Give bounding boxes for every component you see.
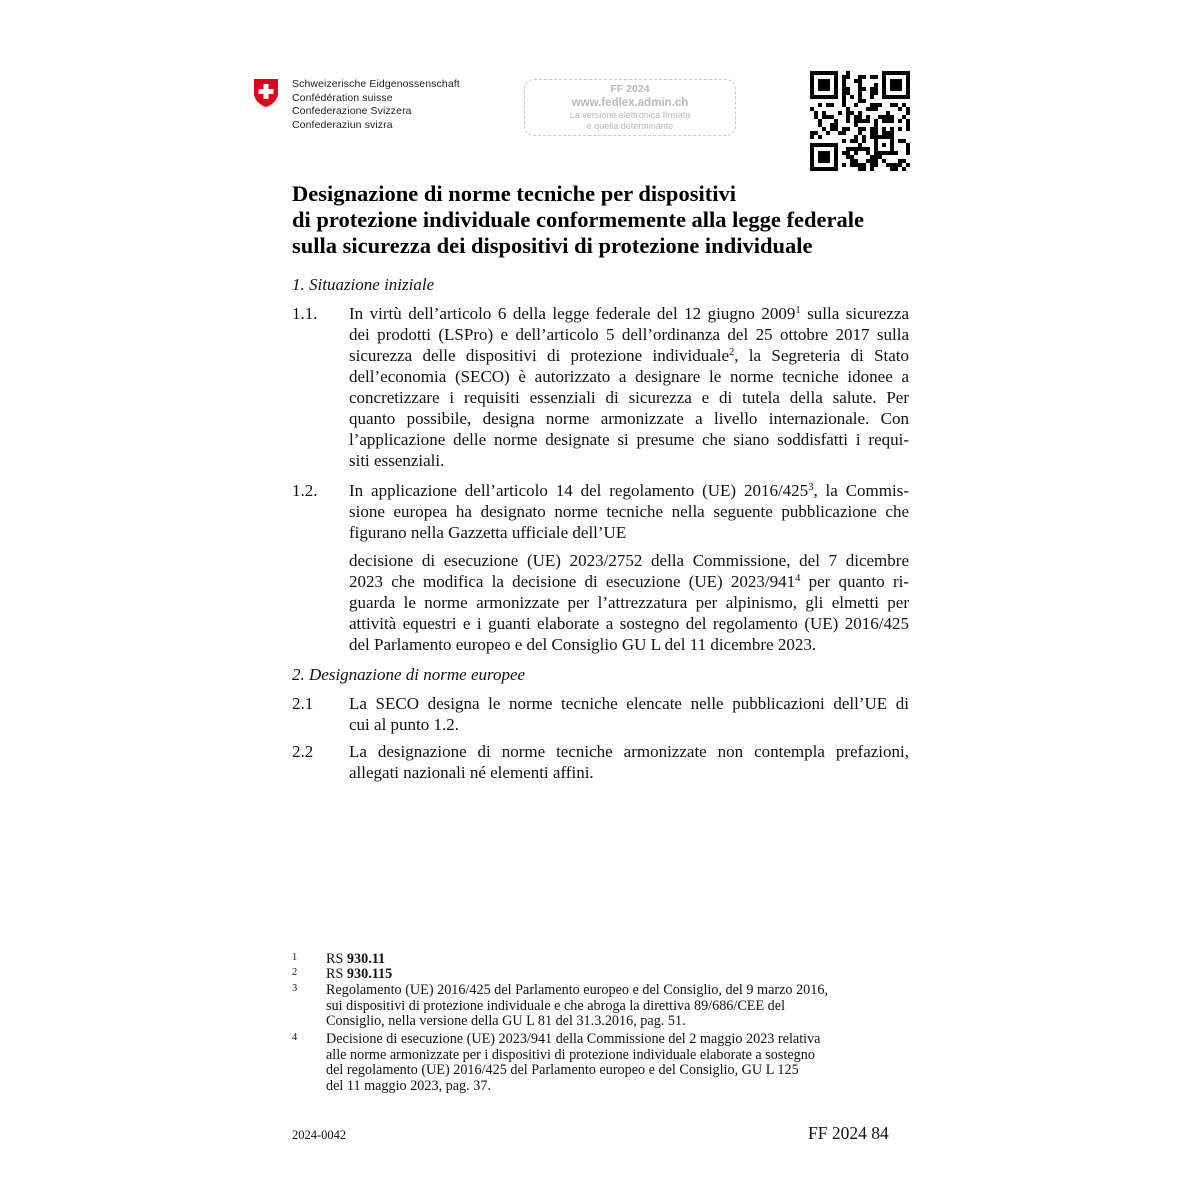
text-line: sione europea ha designato norme tecniche nella seguente pubblicazione che bbox=[349, 502, 909, 521]
text-line: 2023 che modifica la decisione di esecuzione (UE) $2023/941^4$ per quanto ri- bbox=[349, 572, 909, 591]
text-line: In virtù dell’articolo 6 della legge federale del 12 giugno 2009$^1$ sulla sicurezza bbox=[349, 304, 909, 323]
stamp-note-1: La versione elettronica firmata bbox=[569, 110, 691, 120]
text-line: quanto possibile, designa norme armonizzate a livello internazionale. Con bbox=[349, 409, 909, 428]
swiss-cross-icon bbox=[253, 78, 279, 108]
text-line: concretizzare i requisiti essenziali di sicurezza e di tutela della salute. Per bbox=[349, 388, 909, 407]
text-line: In applicazione dell’articolo 14 del regolamento (UE) $2016/425^3$, la Commis- bbox=[349, 481, 909, 500]
paragraph-2-1 bbox=[349, 693, 909, 735]
paragraph-1-2 bbox=[349, 480, 909, 543]
text-line: l’applicazione delle norme designate si presume che siano soddisfatti i requi- bbox=[349, 430, 909, 449]
footnote-number: 1 bbox=[292, 952, 298, 963]
page-reference: FF 2024 84 bbox=[808, 1123, 889, 1143]
paragraph-2-2 bbox=[349, 741, 909, 783]
gov-name-de: Schweizerische Eidgenossenschaft bbox=[292, 78, 460, 90]
text-line: guarda le norme armonizzate per l’attrezzatura per alpinismo, gli elmetti per bbox=[349, 593, 909, 612]
gov-name-rm: Confederaziun svizra bbox=[292, 118, 393, 131]
title-line: di protezione individuale conformemente alla legge federale bbox=[292, 207, 864, 232]
section-heading-2: 2. Designazione di norme europee bbox=[292, 665, 526, 684]
footnote-ref: 2 bbox=[729, 347, 735, 358]
paragraph-1-1 bbox=[349, 303, 909, 471]
paragraph-1-2-quote bbox=[349, 550, 909, 655]
footnote-ref: 4 bbox=[795, 573, 801, 584]
text-line: sicurezza delle dispositivi di protezione individuale$^2$, la Segreteria di Stato bbox=[349, 346, 910, 365]
title-line: Designazione di norme tecniche per dispositivi bbox=[292, 181, 736, 206]
gov-name-it: Confederazione Svizzera bbox=[292, 105, 412, 117]
footnote-text: RS 930.11 bbox=[326, 951, 386, 967]
text-line: dei prodotti (LSPro) e dell’articolo 5 dell’ordinanza del 25 ottobre 2017 sulla bbox=[349, 325, 909, 344]
document-number: 2024-0042 bbox=[292, 1128, 347, 1142]
page-title bbox=[292, 181, 932, 259]
text-line: dell’economia (SECO) è autorizzato a designare le norme tecniche idonee a bbox=[349, 367, 909, 386]
footnote-ref: 3 bbox=[808, 482, 814, 493]
text-line: siti essenziali. bbox=[349, 451, 445, 470]
title-line: sulla sicurezza dei dispositivi di protezione individuale bbox=[292, 233, 813, 258]
footnote-ref: 1 bbox=[795, 305, 801, 316]
gov-name-fr: Confédération suisse bbox=[292, 91, 393, 104]
stamp-edition: FF 2024 bbox=[610, 83, 650, 95]
footnote-number: 3 bbox=[292, 983, 298, 994]
confederation-names bbox=[292, 78, 460, 132]
text-line: decisione di esecuzione (UE) 2023/2752 della Commissione, del 7 dicembre bbox=[349, 551, 909, 570]
qr-code-icon bbox=[810, 71, 910, 171]
official-stamp bbox=[524, 79, 736, 136]
paragraph-number: 2.2 bbox=[292, 742, 314, 761]
text-line: del Parlamento europeo e del Consiglio GU L del 11 dicembre 2023. bbox=[349, 635, 817, 654]
paragraph-number: 1.1. bbox=[292, 304, 318, 323]
text-line: attività equestri e i guanti elaborate a sostegno del regolamento (UE) 2016/425 bbox=[349, 614, 909, 633]
footnote-number: 2 bbox=[292, 967, 298, 978]
text-line: allegati nazionali né elementi affini. bbox=[349, 763, 594, 782]
text-line: La SECO designa le norme tecniche elencate nelle pubblicazioni dell’UE di bbox=[349, 694, 909, 713]
text-line: La designazione di norme tecniche armonizzate non contempla prefazioni, bbox=[349, 742, 909, 761]
footnote-text: Regolamento (UE) 2016/425 del Parlamento europeo e del Consiglio, del 9 marzo 2016, sui dispositivi di protezione individuale e che abroga la direttiva 89/686/CEE del Consiglio, nella versione della GU L 81 del 31.3.2016, pag. 51. bbox=[326, 982, 828, 1030]
footnote-text: Decisione di esecuzione (UE) 2023/941 della Commissione del 2 maggio 2023 relativa alle norme armonizzate per i dispositivi di protezione individuale elaborate a sostegno del regolamento (UE) 2016/425 del Parlamento europeo e del Consiglio, GU L 125 del 11 maggio 2023, pag. 37. bbox=[326, 1031, 821, 1094]
footnote-number: 4 bbox=[292, 1032, 298, 1043]
footnote-text: RS 930.115 bbox=[326, 966, 393, 982]
section-heading-1: 1. Situazione iniziale bbox=[292, 275, 435, 294]
text-line: cui al punto 1.2. bbox=[349, 715, 460, 734]
stamp-url: www.fedlex.admin.ch bbox=[571, 97, 689, 109]
stamp-note-2: è quella determinante bbox=[586, 121, 674, 131]
paragraph-number: 1.2. bbox=[292, 481, 318, 500]
paragraph-number: 2.1 bbox=[292, 694, 314, 713]
text-line: figurano nella Gazzetta ufficiale dell’UE bbox=[349, 523, 627, 542]
